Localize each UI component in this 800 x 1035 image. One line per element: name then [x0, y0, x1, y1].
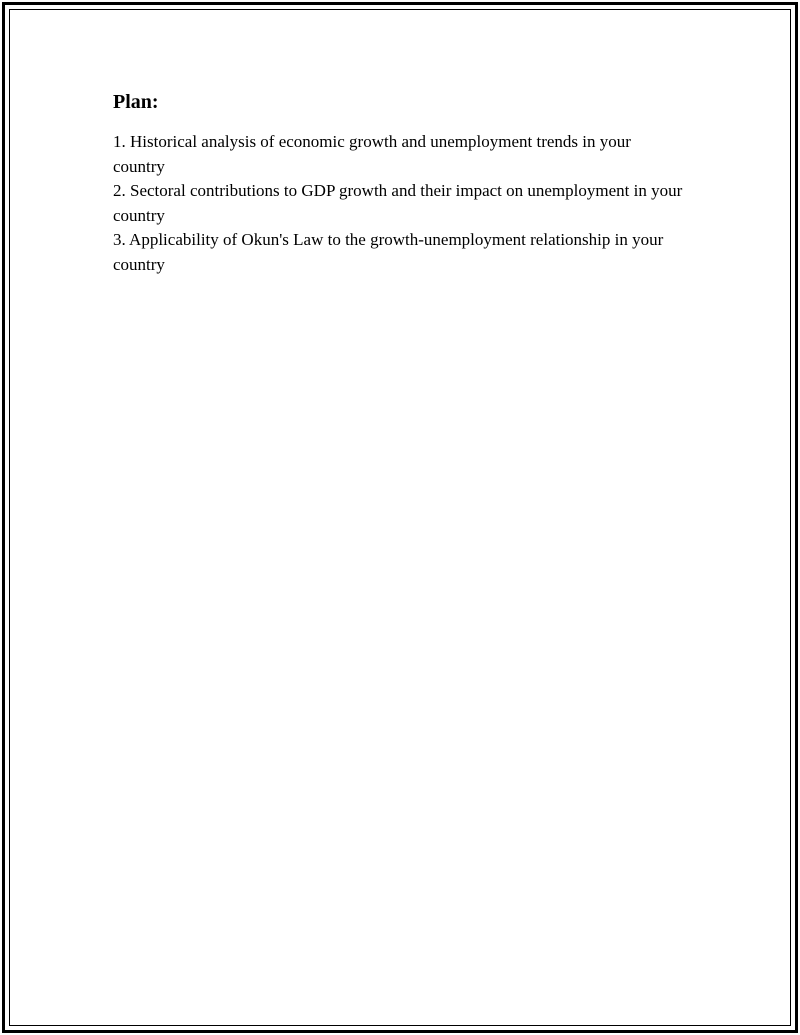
plan-list	[113, 130, 683, 277]
plan-heading: Plan:	[113, 91, 159, 113]
plan-item-3: 3. Applicability of Okun's Law to the growth-unemployment relationship in your country	[113, 230, 664, 274]
plan-item-2: 2. Sectoral contributions to GDP growth and their impact on unemployment in your country	[113, 181, 683, 225]
document-body	[113, 90, 683, 277]
plan-item-1: 1. Historical analysis of economic growth and unemployment trends in your country	[113, 132, 631, 176]
